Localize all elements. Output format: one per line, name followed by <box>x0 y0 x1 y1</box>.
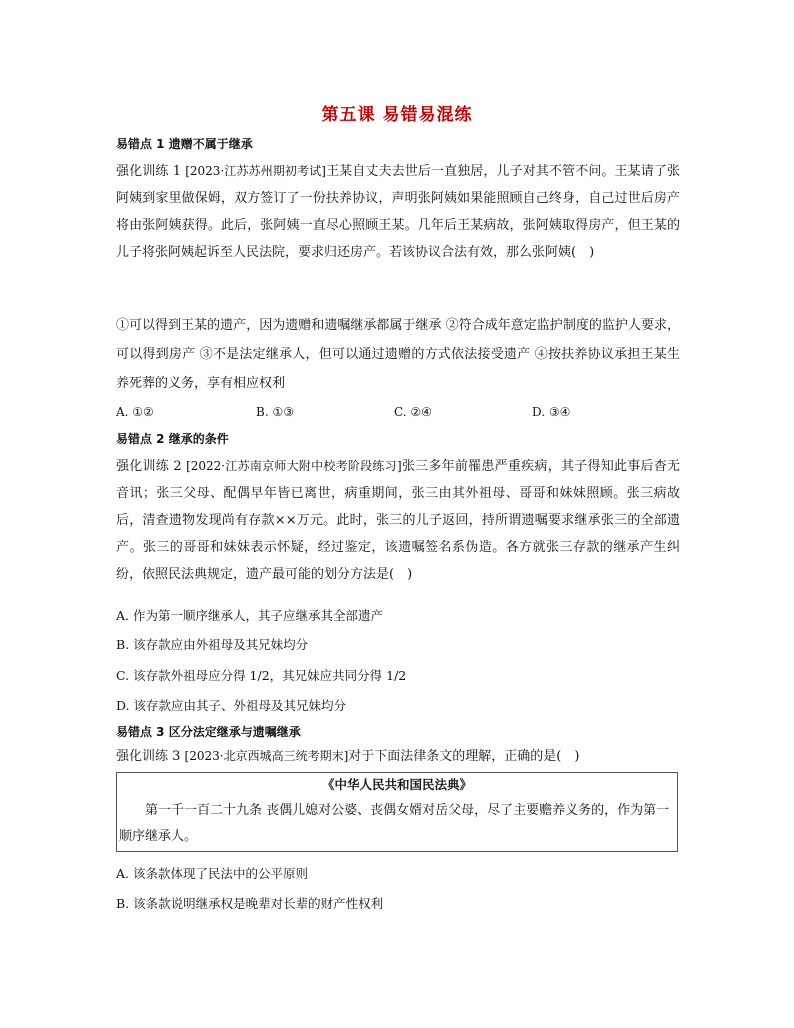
question-2-option-b[interactable]: B. 该存款应由外祖母及其兄妹均分 <box>116 637 309 652</box>
question-3-option-a[interactable]: A. 该条款体现了民法中的公平原则 <box>116 866 308 881</box>
law-quote-title: 《中华人民共和国民法典》 <box>321 777 472 792</box>
question-2-stem <box>116 453 680 588</box>
question-3-stem <box>116 743 680 770</box>
question-2-option-d[interactable]: D. 该存款应由其子、外祖母及其兄妹均分 <box>116 698 347 713</box>
question-1-option-a[interactable]: A. ①② <box>116 405 154 419</box>
law-quote-box <box>116 772 678 852</box>
question-2-source: [2022·江苏南京师大附中校考阶段练习] <box>186 459 402 473</box>
question-1-statements: ①可以得到王某的遗产，因为遗赠和遗嘱继承都属于继承 ②符合成年意定监护制度的监护人要求，可以得到房产 ③不是法定继承人，但可以通过遗赠的方式依法接受遗产 ④按扶养协议承担王某生养死葬的义务，享有相应权利 <box>116 318 680 391</box>
question-3-label: 强化训练 3 <box>116 749 181 764</box>
question-1-option-b[interactable]: B. ①③ <box>256 405 294 419</box>
error-point-1-heading: 易错点 1 遗赠不属于继承 <box>116 137 253 151</box>
question-3-text: 对于下面法律条文的理解，正确的是( ) <box>348 749 580 764</box>
question-1-label: 强化训练 1 <box>116 164 181 179</box>
question-2-label: 强化训练 2 <box>116 459 182 474</box>
question-1-source: [2023·江苏苏州期初考试] <box>185 164 326 178</box>
question-2-option-a[interactable]: A. 作为第一顺序继承人，其子应继承其全部遗产 <box>116 608 383 623</box>
error-point-3-heading: 易错点 3 区分法定继承与遗嘱继承 <box>116 725 301 739</box>
question-1-option-c[interactable]: C. ②④ <box>394 405 432 419</box>
question-1-text: 王某自丈夫去世后一直独居，儿子对其不管不问。王某请了张阿姨到家里做保姆，双方签订了一份扶养协议，声明张阿姨如果能照顾自己终身，自己过世后房产将由张阿姨获得。此后，张阿姨一直尽心照顾王某。几年后王某病故，张阿姨取得房产，但王某的儿子将张阿姨起诉至人民法院，要求归还房产。若该协议合法有效，那么张阿姨( ) <box>116 164 680 260</box>
question-1-stem <box>116 158 680 266</box>
question-1-option-d[interactable]: D. ③④ <box>532 405 571 419</box>
question-3-source: [2023·北京西城高三统考期末] <box>184 749 349 763</box>
question-1-options <box>116 405 680 423</box>
error-point-2-heading: 易错点 2 继承的条件 <box>116 432 229 446</box>
question-3-option-b[interactable]: B. 该条款说明继承权是晚辈对长辈的财产性权利 <box>116 896 384 911</box>
page-title: 第五课 易错易混练 <box>321 105 473 125</box>
question-2-option-c[interactable]: C. 该存款外祖母应分得 1/2，其兄妹应共同分得 1/2 <box>116 668 407 683</box>
question-2-text: 张三多年前罹患严重疾病，其子得知此事后杳无音讯；张三父母、配偶早年皆已离世，病重期间，张三由其外祖母、哥哥和妹妹照顾。张三病故后，清查遗物发现尚有存款××万元。此时，张三的儿子返回，持所谓遗嘱要求继承张三的全部遗产。张三的哥哥和妹妹表示怀疑，经过鉴定，该遗嘱签名系伪造。各方就张三存款的继承产生纠纷，依照民法典规定，遗产最可能的划分方法是( ) <box>116 459 680 582</box>
law-quote-body: 第一千一百二十九条 丧偶儿媳对公婆、丧偶女婿对岳父母，尽了主要赡养义务的，作为第一顺序继承人。 <box>119 803 670 844</box>
